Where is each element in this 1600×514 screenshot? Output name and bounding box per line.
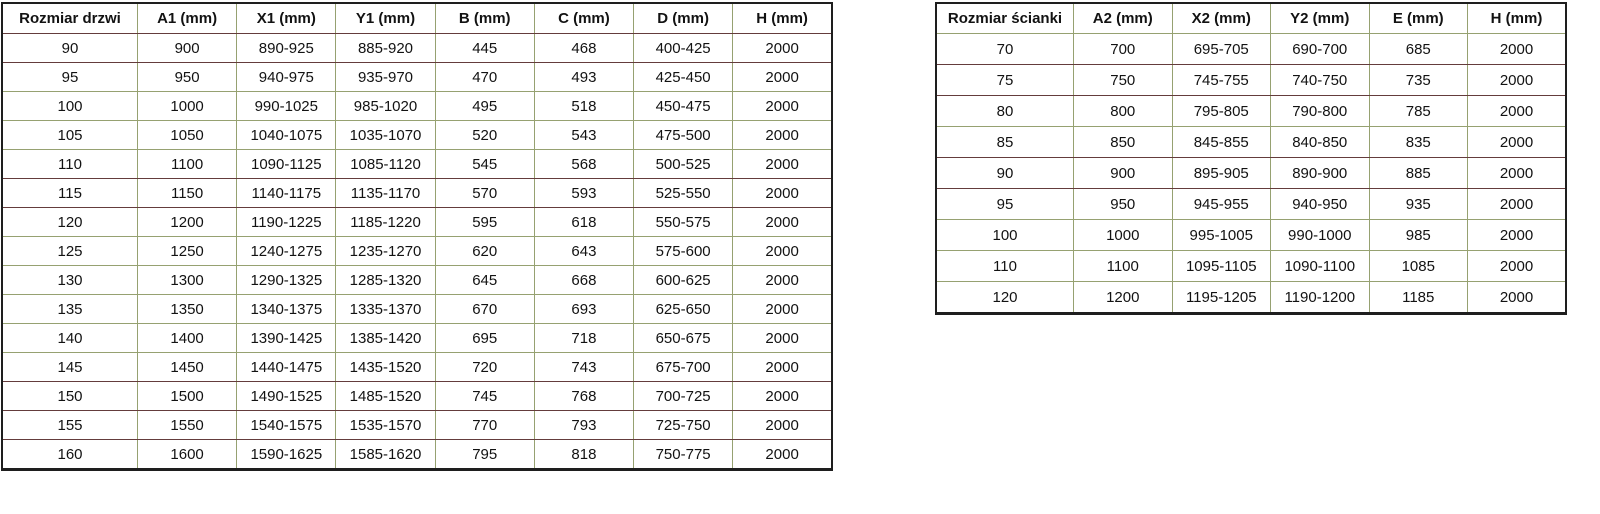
table-cell: 720 xyxy=(435,353,534,382)
table-cell: 743 xyxy=(534,353,633,382)
table-cell: 110 xyxy=(2,150,138,179)
table-cell: 100 xyxy=(936,220,1074,251)
table-cell: 2000 xyxy=(733,121,832,150)
table-cell: 1085-1120 xyxy=(336,150,435,179)
table-cell: 935 xyxy=(1369,189,1468,220)
table-cell: 935-970 xyxy=(336,63,435,92)
table-cell: 2000 xyxy=(733,411,832,440)
table-cell: 693 xyxy=(534,295,633,324)
table-cell: 885 xyxy=(1369,158,1468,189)
table-cell: 740-750 xyxy=(1271,65,1370,96)
table-cell: 2000 xyxy=(733,208,832,237)
table-cell: 2000 xyxy=(1468,158,1567,189)
table-cell: 1050 xyxy=(138,121,237,150)
table-row xyxy=(2,266,832,295)
table-cell: 650-675 xyxy=(634,324,733,353)
table-cell: 800 xyxy=(1074,96,1173,127)
table-cell: 618 xyxy=(534,208,633,237)
table-cell: 1090-1100 xyxy=(1271,251,1370,282)
table-cell: 1435-1520 xyxy=(336,353,435,382)
table-cell: 130 xyxy=(2,266,138,295)
table-cell: 1540-1575 xyxy=(237,411,336,440)
table-row xyxy=(936,65,1566,96)
table-cell: 543 xyxy=(534,121,633,150)
table-cell: 160 xyxy=(2,440,138,470)
table-cell: 145 xyxy=(2,353,138,382)
table-cell: 1590-1625 xyxy=(237,440,336,470)
table-cell: 120 xyxy=(2,208,138,237)
table-cell: 2000 xyxy=(1468,96,1567,127)
table-cell: 1235-1270 xyxy=(336,237,435,266)
table-row xyxy=(936,189,1566,220)
table-cell: 835 xyxy=(1369,127,1468,158)
table-cell: 2000 xyxy=(733,324,832,353)
table-cell: 445 xyxy=(435,34,534,63)
table-cell: 2000 xyxy=(1468,127,1567,158)
table-cell: 2000 xyxy=(1468,65,1567,96)
table-cell: 2000 xyxy=(733,150,832,179)
table-cell: 1090-1125 xyxy=(237,150,336,179)
table-cell: 1140-1175 xyxy=(237,179,336,208)
table-row xyxy=(936,282,1566,314)
table-row xyxy=(2,382,832,411)
table-cell: 990-1000 xyxy=(1271,220,1370,251)
table-cell: 795 xyxy=(435,440,534,470)
table-cell: 2000 xyxy=(733,295,832,324)
table-cell: 470 xyxy=(435,63,534,92)
table-row xyxy=(936,34,1566,65)
table-cell: 685 xyxy=(1369,34,1468,65)
table-cell: 1190-1225 xyxy=(237,208,336,237)
table-cell: 2000 xyxy=(1468,220,1567,251)
table-cell: 995-1005 xyxy=(1172,220,1271,251)
column-header: A1 (mm) xyxy=(138,3,237,34)
table-cell: 1585-1620 xyxy=(336,440,435,470)
header-row xyxy=(2,3,832,34)
table-row xyxy=(2,150,832,179)
table-cell: 545 xyxy=(435,150,534,179)
table-cell: 840-850 xyxy=(1271,127,1370,158)
table-row xyxy=(2,295,832,324)
table-cell: 670 xyxy=(435,295,534,324)
table-cell: 1135-1170 xyxy=(336,179,435,208)
table-cell: 695-705 xyxy=(1172,34,1271,65)
table-cell: 1190-1200 xyxy=(1271,282,1370,314)
table-cell: 2000 xyxy=(733,92,832,121)
table-cell: 468 xyxy=(534,34,633,63)
table-cell: 593 xyxy=(534,179,633,208)
table-cell: 575-600 xyxy=(634,237,733,266)
column-header: Y2 (mm) xyxy=(1271,3,1370,34)
table-cell: 900 xyxy=(1074,158,1173,189)
table-cell: 135 xyxy=(2,295,138,324)
table-cell: 850 xyxy=(1074,127,1173,158)
table-cell: 1040-1075 xyxy=(237,121,336,150)
table-cell: 900 xyxy=(138,34,237,63)
table-cell: 770 xyxy=(435,411,534,440)
table-cell: 110 xyxy=(936,251,1074,282)
table-cell: 100 xyxy=(2,92,138,121)
table-row xyxy=(2,411,832,440)
table-cell: 890-900 xyxy=(1271,158,1370,189)
table-cell: 1285-1320 xyxy=(336,266,435,295)
table-cell: 885-920 xyxy=(336,34,435,63)
table-cell: 600-625 xyxy=(634,266,733,295)
table-cell: 520 xyxy=(435,121,534,150)
table-cell: 1240-1275 xyxy=(237,237,336,266)
table-cell: 985-1020 xyxy=(336,92,435,121)
column-header: E (mm) xyxy=(1369,3,1468,34)
table-row xyxy=(2,63,832,92)
table-row xyxy=(2,440,832,470)
table-cell: 140 xyxy=(2,324,138,353)
table-cell: 2000 xyxy=(733,63,832,92)
table-cell: 518 xyxy=(534,92,633,121)
table-row xyxy=(936,127,1566,158)
table-row xyxy=(936,96,1566,127)
table-row xyxy=(2,208,832,237)
door-sizes-table xyxy=(1,2,833,471)
table-cell: 895-905 xyxy=(1172,158,1271,189)
table-cell: 1100 xyxy=(1074,251,1173,282)
table-row xyxy=(2,324,832,353)
table-cell: 2000 xyxy=(1468,251,1567,282)
table-row xyxy=(2,237,832,266)
column-header: X1 (mm) xyxy=(237,3,336,34)
table-cell: 120 xyxy=(936,282,1074,314)
table-cell: 1200 xyxy=(1074,282,1173,314)
table-cell: 745 xyxy=(435,382,534,411)
table-cell: 750-775 xyxy=(634,440,733,470)
table-cell: 2000 xyxy=(733,34,832,63)
table-cell: 890-925 xyxy=(237,34,336,63)
table-cell: 725-750 xyxy=(634,411,733,440)
table-cell: 1200 xyxy=(138,208,237,237)
table-cell: 793 xyxy=(534,411,633,440)
table-cell: 690-700 xyxy=(1271,34,1370,65)
table-cell: 1500 xyxy=(138,382,237,411)
table-cell: 1350 xyxy=(138,295,237,324)
table-cell: 1185-1220 xyxy=(336,208,435,237)
table-cell: 1490-1525 xyxy=(237,382,336,411)
table-cell: 718 xyxy=(534,324,633,353)
table-cell: 845-855 xyxy=(1172,127,1271,158)
table-cell: 1535-1570 xyxy=(336,411,435,440)
table-cell: 425-450 xyxy=(634,63,733,92)
table-cell: 700-725 xyxy=(634,382,733,411)
table-cell: 90 xyxy=(2,34,138,63)
wall-panel-sizes-table xyxy=(935,2,1567,315)
table-cell: 1085 xyxy=(1369,251,1468,282)
column-header: Rozmiar ścianki xyxy=(936,3,1074,34)
table-cell: 1400 xyxy=(138,324,237,353)
table-cell: 768 xyxy=(534,382,633,411)
column-header: Rozmiar drzwi xyxy=(2,3,138,34)
table-cell: 2000 xyxy=(733,179,832,208)
table-cell: 790-800 xyxy=(1271,96,1370,127)
table-cell: 1035-1070 xyxy=(336,121,435,150)
table-cell: 625-650 xyxy=(634,295,733,324)
table-cell: 1450 xyxy=(138,353,237,382)
table-cell: 940-950 xyxy=(1271,189,1370,220)
table-cell: 495 xyxy=(435,92,534,121)
table-cell: 75 xyxy=(936,65,1074,96)
table-cell: 550-575 xyxy=(634,208,733,237)
table-cell: 95 xyxy=(2,63,138,92)
table-cell: 2000 xyxy=(1468,189,1567,220)
table-cell: 2000 xyxy=(1468,282,1567,314)
table-cell: 675-700 xyxy=(634,353,733,382)
table-cell: 525-550 xyxy=(634,179,733,208)
table-cell: 2000 xyxy=(733,440,832,470)
table-cell: 643 xyxy=(534,237,633,266)
table-cell: 1100 xyxy=(138,150,237,179)
column-header: B (mm) xyxy=(435,3,534,34)
table-cell: 1185 xyxy=(1369,282,1468,314)
table-cell: 2000 xyxy=(1468,34,1567,65)
table-cell: 1250 xyxy=(138,237,237,266)
table-cell: 750 xyxy=(1074,65,1173,96)
table-cell: 940-975 xyxy=(237,63,336,92)
table-cell: 1195-1205 xyxy=(1172,282,1271,314)
table-cell: 700 xyxy=(1074,34,1173,65)
table-row xyxy=(2,121,832,150)
table-cell: 1550 xyxy=(138,411,237,440)
table-cell: 620 xyxy=(435,237,534,266)
table-row xyxy=(2,34,832,63)
table-cell: 1000 xyxy=(1074,220,1173,251)
table-cell: 1485-1520 xyxy=(336,382,435,411)
table-cell: 125 xyxy=(2,237,138,266)
table-cell: 1440-1475 xyxy=(237,353,336,382)
table-cell: 668 xyxy=(534,266,633,295)
column-header: X2 (mm) xyxy=(1172,3,1271,34)
table-cell: 95 xyxy=(936,189,1074,220)
table-cell: 645 xyxy=(435,266,534,295)
column-header: C (mm) xyxy=(534,3,633,34)
table-cell: 2000 xyxy=(733,353,832,382)
table-cell: 150 xyxy=(2,382,138,411)
table-cell: 1335-1370 xyxy=(336,295,435,324)
table-cell: 950 xyxy=(1074,189,1173,220)
table-cell: 85 xyxy=(936,127,1074,158)
table-cell: 105 xyxy=(2,121,138,150)
table-cell: 2000 xyxy=(733,266,832,295)
table-cell: 80 xyxy=(936,96,1074,127)
table-cell: 2000 xyxy=(733,237,832,266)
table-cell: 1290-1325 xyxy=(237,266,336,295)
table-cell: 1095-1105 xyxy=(1172,251,1271,282)
column-header: H (mm) xyxy=(733,3,832,34)
table-cell: 595 xyxy=(435,208,534,237)
table-cell: 115 xyxy=(2,179,138,208)
column-header: H (mm) xyxy=(1468,3,1567,34)
table-cell: 2000 xyxy=(733,382,832,411)
table-cell: 1600 xyxy=(138,440,237,470)
column-header: Y1 (mm) xyxy=(336,3,435,34)
column-header: D (mm) xyxy=(634,3,733,34)
table-cell: 155 xyxy=(2,411,138,440)
table-cell: 1390-1425 xyxy=(237,324,336,353)
table-cell: 945-955 xyxy=(1172,189,1271,220)
table-row xyxy=(936,251,1566,282)
table-cell: 500-525 xyxy=(634,150,733,179)
table-cell: 785 xyxy=(1369,96,1468,127)
table-cell: 568 xyxy=(534,150,633,179)
table-cell: 1300 xyxy=(138,266,237,295)
table-cell: 695 xyxy=(435,324,534,353)
table-cell: 90 xyxy=(936,158,1074,189)
table-cell: 1340-1375 xyxy=(237,295,336,324)
table-cell: 985 xyxy=(1369,220,1468,251)
table-row xyxy=(936,158,1566,189)
table-cell: 745-755 xyxy=(1172,65,1271,96)
table-cell: 795-805 xyxy=(1172,96,1271,127)
table-cell: 735 xyxy=(1369,65,1468,96)
table-cell: 450-475 xyxy=(634,92,733,121)
table-cell: 475-500 xyxy=(634,121,733,150)
table-row xyxy=(2,179,832,208)
header-row xyxy=(936,3,1566,34)
table-row xyxy=(936,220,1566,251)
table-cell: 400-425 xyxy=(634,34,733,63)
table-cell: 950 xyxy=(138,63,237,92)
table-cell: 1000 xyxy=(138,92,237,121)
table-row xyxy=(2,353,832,382)
column-header: A2 (mm) xyxy=(1074,3,1173,34)
table-row xyxy=(2,92,832,121)
table-cell: 570 xyxy=(435,179,534,208)
table-cell: 1385-1420 xyxy=(336,324,435,353)
table-cell: 818 xyxy=(534,440,633,470)
table-cell: 493 xyxy=(534,63,633,92)
table-cell: 990-1025 xyxy=(237,92,336,121)
table-cell: 70 xyxy=(936,34,1074,65)
table-cell: 1150 xyxy=(138,179,237,208)
